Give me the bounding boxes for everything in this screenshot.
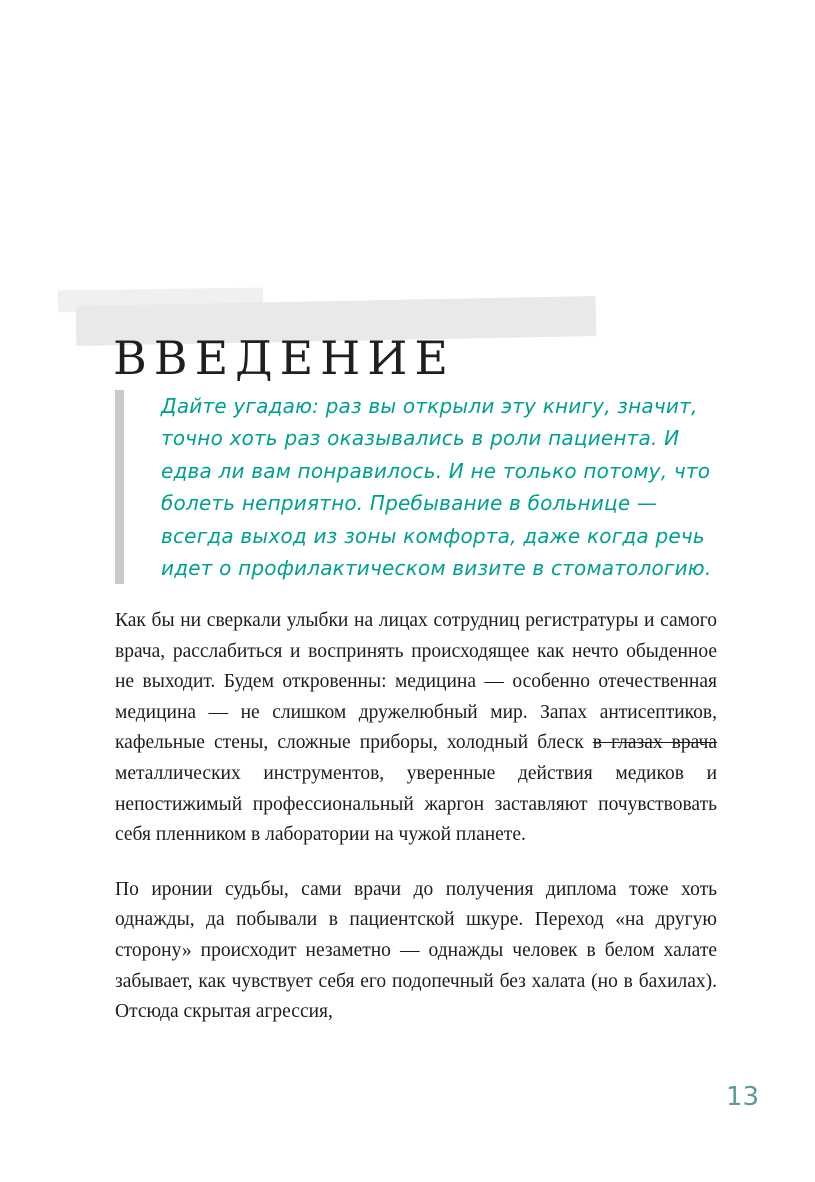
page-number: 13 bbox=[726, 1082, 760, 1112]
page-title: ВВЕДЕНИЕ bbox=[113, 330, 455, 385]
quote-text: Дайте угадаю: раз вы открыли эту книгу, значит, точно хоть раз оказывались в роли пациента. И едва ли вам понравилось. И не только потому, что болеть неприятно. Пребывание в больнице — всегда выход из зоны комфорта, даже когда речь идет о профилактическом визите в стоматологию. bbox=[161, 394, 712, 580]
paragraph-1-after: металлических инструментов, уверенные действия медиков и непостижимый профессиональный жаргон заставляют почувствовать себя пленником в лаборатории на чужой планете. bbox=[115, 763, 717, 846]
body-paragraph-1 bbox=[115, 606, 717, 851]
body-text bbox=[115, 606, 717, 1052]
strikethrough-text: в глазах врача bbox=[592, 732, 717, 754]
quote-bar bbox=[115, 390, 124, 584]
paragraph-1-before: Как бы ни сверкали улыбки на лицах сотрудниц регистратуры и самого врача, расслабиться и воспринять происходящее как нечто обыденное не выходит. Будем откровенны: медицина — особенно отечественная медицина — не слишком дружелюбный мир. Запах антисептиков, кафельные стены, сложные приборы, холодный блеск bbox=[115, 610, 717, 754]
body-paragraph-2: По иронии судьбы, сами врачи до получения диплома тоже хоть однажды, да побывали в пациентской шкуре. Переход «на другую сторону» происходит незаметно — однажды человек в белом халате забывает, как чувствует себя его подопечный без халата (но в бахилах). Отсюда скрытая агрессия, bbox=[115, 878, 717, 1023]
quote-block bbox=[115, 390, 717, 584]
